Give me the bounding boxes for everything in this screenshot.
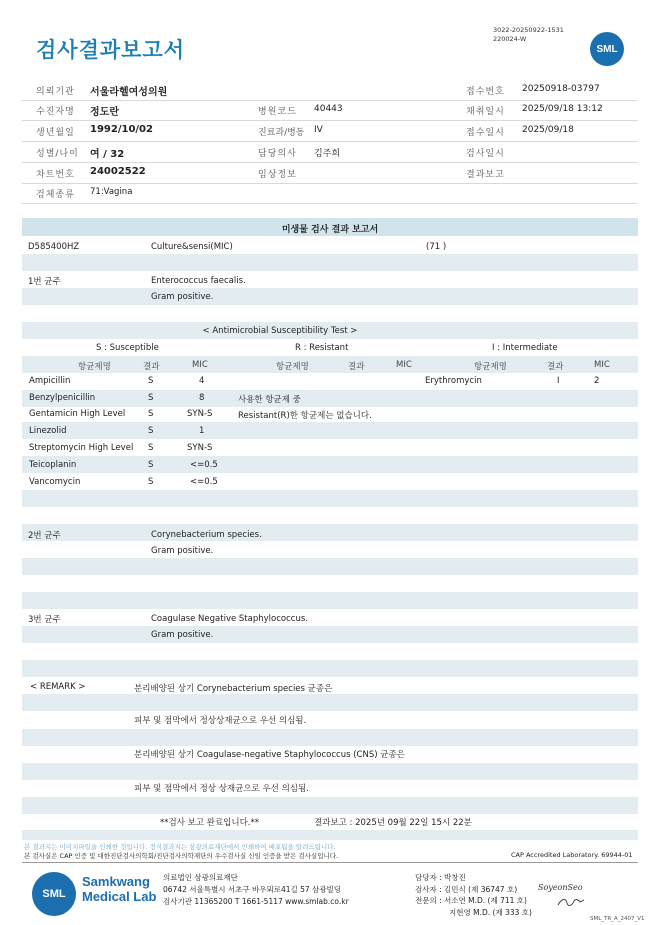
doctor-value: 김주희 xyxy=(314,149,341,159)
ast-drug: Erythromycin xyxy=(425,376,482,386)
ast-mic: 1 xyxy=(199,426,205,436)
ast-drug: Vancomycin xyxy=(29,477,81,487)
col-mic-1: MIC xyxy=(192,360,208,370)
ast-band-c xyxy=(22,456,638,473)
receipt-no-value: 20250918-03797 xyxy=(522,84,600,94)
band-13 xyxy=(22,830,638,840)
sml-logo: SML xyxy=(590,32,624,66)
band-1 xyxy=(22,254,638,271)
lab-address xyxy=(163,872,349,908)
brand-name xyxy=(82,874,156,904)
ast-mic: <=0.5 xyxy=(190,460,218,470)
org3-gram: Gram positive. xyxy=(151,630,214,640)
info-row-6 xyxy=(22,183,638,204)
ast-header-band xyxy=(22,356,638,373)
band-4 xyxy=(22,524,638,541)
manager: 담당자 : 박창진 xyxy=(415,873,466,882)
ast-result: S xyxy=(148,477,154,487)
tester: 검사자 : 김민식 (제 36747 호) xyxy=(415,884,518,894)
info-row-1 xyxy=(22,80,638,101)
col-drug-2: 항균제명 xyxy=(276,362,309,372)
col-result-1: 결과 xyxy=(143,362,160,372)
ast-mic: SYN-S xyxy=(187,443,213,453)
ast-drug: Benzylpenicillin xyxy=(29,393,96,403)
section-title: 미생물 검사 결과 보고서 xyxy=(281,225,379,235)
ast-band-a xyxy=(22,390,638,407)
legend-susceptible: S : Susceptible xyxy=(96,343,159,353)
ast-mic: 2 xyxy=(594,376,600,386)
dept-value: IV xyxy=(314,125,323,135)
ast-result: S xyxy=(148,409,154,419)
name-value: 정도란 xyxy=(90,107,119,118)
ast-mic: 8 xyxy=(199,393,205,403)
band-8 xyxy=(22,660,638,677)
receipt-no-label: 접수번호 xyxy=(466,87,505,97)
chart-value: 24002522 xyxy=(90,166,146,177)
sex-age-value: 여 / 32 xyxy=(90,149,125,160)
form-code: SML_TR_A_2407_V1 xyxy=(590,916,645,922)
band-10 xyxy=(22,729,638,746)
remark-label: < REMARK > xyxy=(30,682,86,692)
signature-scribble xyxy=(556,896,586,908)
band-9 xyxy=(22,694,638,711)
notice-print: 본 결과지는 이미지파일을 인쇄한 것입니다. 정식결과지는 삼광의료재단에서 인쇄하여 배포됨을 알려드립니다. xyxy=(24,843,336,851)
cap-accredited: CAP Accredited Laboratory. 69944-01 xyxy=(511,851,633,859)
signatures xyxy=(415,872,532,918)
ast-title: < Antimicrobial Susceptibility Test > xyxy=(202,326,358,336)
remark-line-3: 분리배양된 상기 Coagulase-negative Staphylococcus (CNS) 균종은 xyxy=(134,750,405,760)
legend-intermediate: I : Intermediate xyxy=(492,343,558,353)
ast-note-2: Resistant(R)한 항균제는 없습니다. xyxy=(238,411,372,421)
legend-resistant: R : Resistant xyxy=(295,343,349,353)
col-mic-3: MIC xyxy=(594,360,610,370)
ast-result: S xyxy=(148,376,154,386)
ast-result: S xyxy=(148,393,154,403)
ast-drug: Linezolid xyxy=(29,426,67,436)
remark-line-2: 피부 및 점막에서 정상상재균으로 우선 의심됨. xyxy=(134,716,307,726)
ast-mic: 4 xyxy=(199,376,205,386)
dept-label: 진료과/병동 xyxy=(258,128,305,138)
footer-divider xyxy=(22,862,638,863)
info-row-4 xyxy=(22,142,638,163)
ast-result: S xyxy=(148,460,154,470)
remark-line-4: 피부 및 점막에서 정상 상재균으로 우선 의심됨. xyxy=(134,784,309,794)
test-name: Culture&sensi(MIC) xyxy=(151,242,233,252)
ast-mic: <=0.5 xyxy=(190,477,218,487)
hospital-code-label: 병원코드 xyxy=(258,107,297,117)
col-result-2: 결과 xyxy=(348,362,365,372)
ast-drug: Gentamicin High Level xyxy=(29,409,126,419)
brand-line-2: Medical Lab xyxy=(82,889,157,904)
receipt-date-value: 2025/09/18 xyxy=(522,125,574,135)
doctor-label: 담당의사 xyxy=(258,149,297,159)
final-report-time: 결과보고 : 2025년 09월 22일 15시 22분 xyxy=(314,818,472,828)
ast-drug: Ampicillin xyxy=(29,376,71,386)
institution-label: 의뢰기관 xyxy=(36,87,75,97)
institution-value: 서울라헬여성의원 xyxy=(90,87,168,98)
band-6 xyxy=(22,592,638,609)
org1-gram: Gram positive. xyxy=(151,292,214,302)
expert-1: 전문의 : 서소연 M.D. (제 711 호) xyxy=(415,896,527,905)
report-label: 결과보고 xyxy=(466,170,505,180)
collect-date-label: 채취일시 xyxy=(466,107,505,117)
sex-age-label: 성별/나이 xyxy=(36,149,79,159)
org3-name: Coagulase Negative Staphylococcus. xyxy=(151,614,308,624)
info-row-2 xyxy=(22,100,638,121)
info-row-3 xyxy=(22,121,638,142)
col-drug-3: 항균제명 xyxy=(474,362,507,372)
org-name: 의료법인 삼광의료재단 xyxy=(163,873,238,882)
ast-note-1: 사용한 항균제 중 xyxy=(238,395,301,405)
col-mic-2: MIC xyxy=(396,360,412,370)
ast-result: S xyxy=(148,443,154,453)
band-2 xyxy=(22,288,638,305)
document-id-line2: 220024-W xyxy=(493,35,527,43)
clinical-label: 임상정보 xyxy=(258,170,297,180)
lab-number: 검사기관 11365200 T 1661-5117 www.smlab.co.kr xyxy=(163,897,349,906)
chart-label: 차트번호 xyxy=(36,170,75,180)
name-label: 수진자명 xyxy=(36,107,75,117)
address: 06742 서울특별시 서초구 바우뫼로41길 57 삼광빌딩 xyxy=(163,885,342,894)
ast-result: I xyxy=(557,376,560,386)
ast-result: S xyxy=(148,426,154,436)
ast-drug: Streptomycin High Level xyxy=(29,443,134,453)
page-title: 검사결과보고서 xyxy=(36,38,186,62)
org2-gram: Gram positive. xyxy=(151,546,214,556)
test-count: (71 ) xyxy=(426,242,447,252)
collect-date-value: 2025/09/18 13:12 xyxy=(522,104,603,114)
birth-value: 1992/10/02 xyxy=(90,124,153,135)
band-12 xyxy=(22,797,638,814)
org2-label: 2번 균주 xyxy=(28,531,61,541)
notice-cap: 본 검사실은 CAP 인증 및 대한진단검사의학회/진단검사의학재단의 우수검사실 신임 인증을 받은 검사실입니다. xyxy=(24,852,339,860)
document-id-line1: 3022-20250922-1531 xyxy=(493,26,564,34)
ast-drug: Teicoplanin xyxy=(29,460,77,470)
signature-image: SoyeonSeo xyxy=(538,883,583,892)
receipt-date-label: 접수일시 xyxy=(466,128,505,138)
ast-mic: SYN-S xyxy=(187,409,213,419)
col-drug-1: 항균제명 xyxy=(78,362,111,372)
band-7 xyxy=(22,626,638,643)
specimen-value: 71:Vagina xyxy=(90,187,133,197)
report-complete: **검사 보고 완료입니다.** xyxy=(160,818,260,828)
org1-label: 1번 균주 xyxy=(28,277,61,287)
band-5 xyxy=(22,558,638,575)
hospital-code-value: 40443 xyxy=(314,104,343,114)
org1-name: Enterococcus faecalis. xyxy=(151,276,246,286)
specimen-label: 검체종류 xyxy=(36,190,75,200)
birth-label: 생년월일 xyxy=(36,128,75,138)
document-id xyxy=(493,26,564,44)
info-row-5 xyxy=(22,163,638,184)
remark-line-1: 분리배양된 상기 Corynebacterium species 균종은 xyxy=(134,684,333,694)
org2-name: Corynebacterium species. xyxy=(151,530,262,540)
expert-2: 지현영 M.D. (제 333 호) xyxy=(449,907,532,917)
test-code: D585400HZ xyxy=(28,242,80,252)
ast-band-b xyxy=(22,422,638,439)
org3-label: 3번 균주 xyxy=(28,615,61,625)
sml-footer-logo: SML xyxy=(32,872,76,916)
ast-band-d xyxy=(22,490,638,507)
test-date-label: 검사일시 xyxy=(466,149,505,159)
brand-line-1: Samkwang xyxy=(82,874,150,889)
col-result-3: 결과 xyxy=(547,362,564,372)
band-11 xyxy=(22,763,638,780)
